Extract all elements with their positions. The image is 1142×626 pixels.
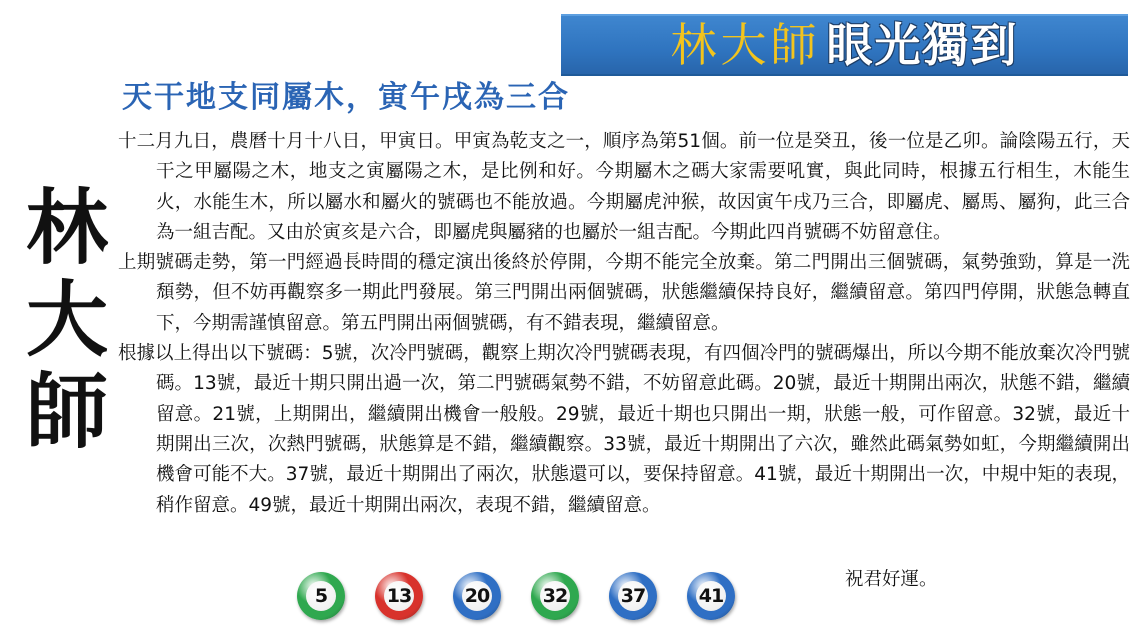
column-banner xyxy=(561,14,1128,76)
vertical-name-char: 師 xyxy=(26,364,109,460)
ball-number: 37 xyxy=(618,581,648,611)
lottery-ball xyxy=(609,572,657,620)
banner-author-name: 林大師 xyxy=(670,18,821,72)
article-paragraph xyxy=(118,248,1130,339)
article-paragraph xyxy=(118,339,1130,521)
vertical-name-char: 大 xyxy=(26,272,109,368)
closing-blessing: 祝君好運。 xyxy=(845,569,938,590)
lottery-ball xyxy=(453,572,501,620)
vertical-name-char: 林 xyxy=(26,180,109,276)
ball-number: 41 xyxy=(696,581,726,611)
paragraph-text: 十二月九日，農曆十月十八日，甲寅日。甲寅為乾支之一，順序為第51個。前一位是癸丑，後一位是乙卯。論陰陽五行，天干之甲屬陽之木，地支之寅屬陽之木，是比例和好。今期屬木之碼大家需要吼實，與此同時，根據五行相生，木能生火，水能生木，所以屬水和屬火的號碼也不能放過。今期屬虎沖猴，故因寅午戌乃三合，即屬虎、屬馬、屬狗，此三合為一組吉配。又由於寅亥是六合，即屬虎與屬豬的也屬於一組吉配。今期此四肖號碼不妨留意住。 xyxy=(118,131,1130,243)
article-paragraph xyxy=(118,127,1130,248)
banner-slogan: 眼光獨到 xyxy=(826,18,1019,72)
lottery-ball xyxy=(297,572,345,620)
lottery-ball xyxy=(375,572,423,620)
vertical-author-name xyxy=(26,182,108,458)
article-body xyxy=(118,127,1130,521)
ball-number: 20 xyxy=(462,581,492,611)
article-headline: 天干地支同屬木，寅午戌為三合 xyxy=(122,80,570,115)
paragraph-text: 根據以上得出以下號碼：5號，次冷門號碼，觀察上期次冷門號碼表現，有四個冷門的號碼爆出，所以今期不能放棄次冷門號碼。13號，最近十期只開出過一次，第二門號碼氣勢不錯，不妨留意此碼。20號，最近十期開出兩次，狀態不錯，繼續留意。21號，上期開出，繼續開出機會一般般。29號，最近十期也只開出一期，狀態一般，可作留意。32號，最近十期開出三次，次熱門號碼，狀態算是不錯，繼續觀察。33號，最近十期開出了六次，雖然此碼氣勢如虹，今期繼續開出機會可能不大。37號，最近十期開出了兩次，狀態還可以，要保持留意。41號，最近十期開出一次，中規中矩的表現，稍作留意。49號，最近十期開出兩次，表現不錯，繼續留意。 xyxy=(118,343,1130,516)
paragraph-text: 上期號碼走勢，第一門經過長時間的穩定演出後終於停開，今期不能完全放棄。第二門開出三個號碼，氣勢強勁，算是一洗頹勢，但不妨再觀察多一期此門發展。第三門開出兩個號碼，狀態繼續保持良好，繼續留意。第四門停開，狀態急轉直下，今期需謹慎留意。第五門開出兩個號碼，有不錯表現，繼續留意。 xyxy=(118,252,1130,334)
ball-number: 13 xyxy=(384,581,414,611)
ball-number: 5 xyxy=(306,581,336,611)
lottery-ball xyxy=(687,572,735,620)
lottery-balls xyxy=(297,572,735,620)
lottery-ball xyxy=(531,572,579,620)
ball-number: 32 xyxy=(540,581,570,611)
